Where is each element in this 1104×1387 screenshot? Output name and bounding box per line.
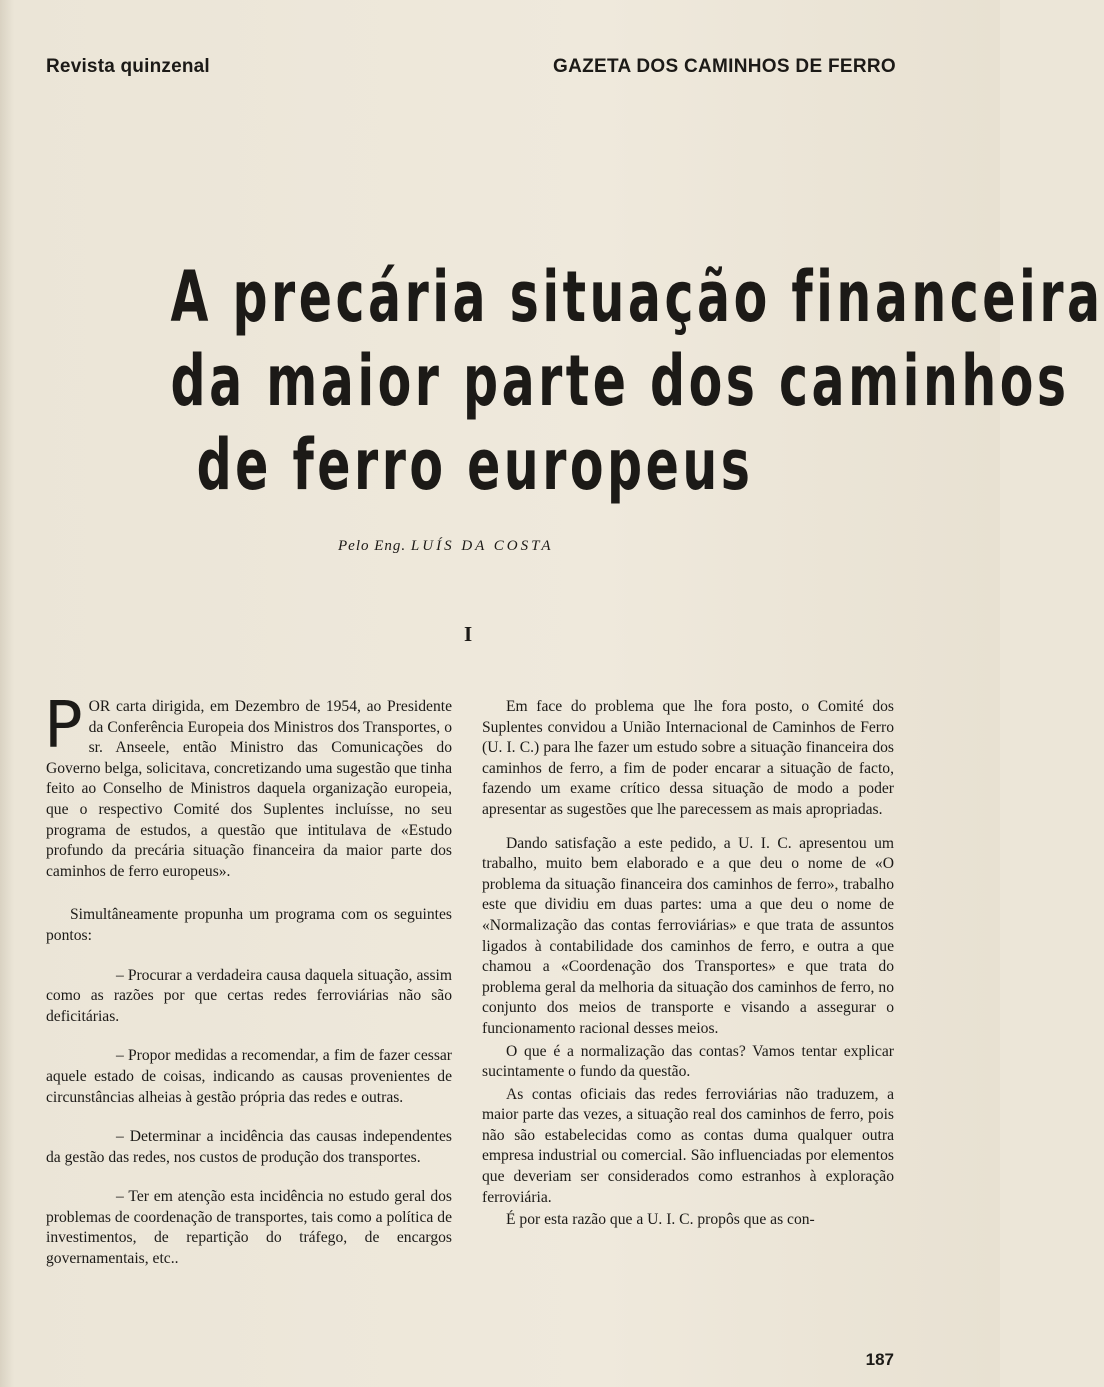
paragraph: Em face do problema que lhe fora posto, o Comité dos Suplentes convidou a União Internacional de Caminhos de Ferro (U. I. C.) para lhe fazer um estudo sobre a situação financeira dos caminhos de ferro, a fim de poder encarar a situação de facto, fazendo um exame crítico dessa situação de modo a poder apresentar as sugestões que lhe parecessem as mais apropriadas. — [482, 698, 894, 818]
list-item: – Procurar a verdadeira causa daquela situação, assim como as razões por que certas redes ferroviárias não são deficitárias. — [46, 966, 452, 1025]
paragraph: O que é a normalização das contas? Vamos tentar explicar sucintamente o fundo da questão. — [482, 1042, 894, 1081]
article-title-line-1: A precária situação financeira — [170, 256, 1104, 338]
paragraph: Simultâneamente propunha um programa com os seguintes pontos: — [46, 906, 452, 944]
article-title — [170, 255, 1104, 507]
paragraph: É por esta razão que a U. I. C. propôs que as con- — [506, 1211, 815, 1229]
list-item: – Determinar a incidência das causas independentes da gestão das redes, nos custos de produção dos transportes. — [46, 1128, 452, 1166]
byline-prefix: Pelo Eng. — [338, 538, 407, 554]
page-number: 187 — [865, 1350, 894, 1369]
paragraph-text: OR carta dirigida, em Dezembro de 1954, ao Presidente da Conferência Europeia dos Ministros dos Transportes, o sr. Anseele, então Ministro das Comunicações do Governo belga, solicitava, concretizando uma sugestão que tinha feito ao Conselho de Ministros daquela organização europeia, que o respectivo Comité dos Suplentes incluísse, no seu programa de estudos, a questão que intitulava de «Estudo profundo da precária situação financeira da maior parte dos caminhos de ferro europeus». — [46, 698, 452, 880]
list-item: – Propor medidas a recomendar, a fim de fazer cessar aquele estado de coisas, indicando as causas provenientes de circunstâncias alheias à gestão própria das redes e outras. — [46, 1047, 452, 1106]
byline-author: LUÍS DA COSTA — [410, 538, 554, 554]
list-item: – Ter em atenção esta incidência no estudo geral dos problemas de coordenação de transportes, tais como a política de investimentos, de repartição do tráfego, de encargos governamentais, etc.. — [46, 1188, 452, 1268]
drop-cap: P — [44, 689, 83, 763]
header-publication-frequency: Revista quinzenal — [46, 56, 210, 77]
header-magazine-title: GAZETA DOS CAMINHOS DE FERRO — [552, 56, 896, 77]
left-column — [44, 689, 452, 1270]
right-column — [482, 697, 894, 1231]
paragraph: Dando satisfação a este pedido, a U. I. C. apresentou um trabalho, muito bem elaborado e a que deu o nome de «O problema da situação financeira dos caminhos de ferro», trabalho este que dividiu em duas partes: uma a que deu o nome de «Normalização das contas ferroviárias» e que trata de assuntos ligados à contabilidade dos caminhos de ferro, e outra a que chamou a «Coordenação dos Transportes» e que trata do problema geral da melhoria da situação dos caminhos de ferro, no conjunto dos meios de transporte e visando a assegurar o funcionamento racional desses meios. — [482, 834, 894, 1037]
byline — [338, 538, 554, 555]
section-number: I — [464, 622, 473, 646]
article-title-line-2: da maior parte dos caminhos — [170, 340, 1070, 422]
paragraph: As contas oficiais das redes ferroviárias não traduzem, a maior parte das vezes, a situação real dos caminhos de ferro, pois não são estabelecidas como as contas duma qualquer outra empresa industrial ou comercial. São influenciadas por elementos que deveriam ser considerados como estranhos à exploração ferroviária. — [482, 1085, 894, 1206]
paragraph — [44, 689, 452, 882]
article-title-line-3: de ferro europeus — [196, 424, 754, 506]
